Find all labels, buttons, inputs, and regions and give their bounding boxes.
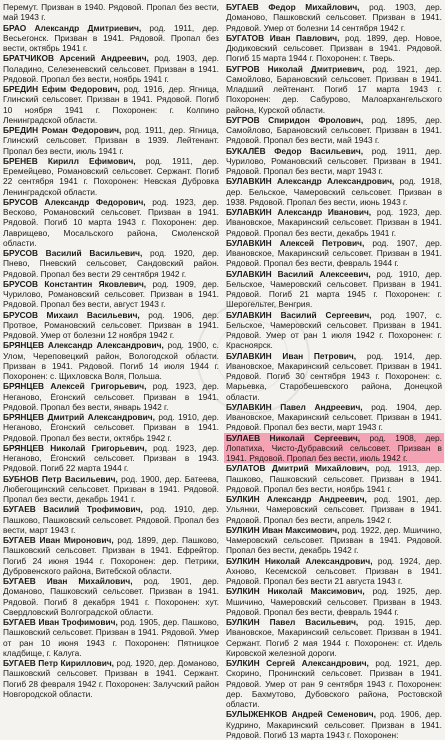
record-entry <box>3 443 219 474</box>
record-text: род. 1908, дер. Лопатиха, Чисто-Дубравский сельсовет. Призван в 1941. Рядовой. Пропал без вести, июль 1942 г. <box>226 432 442 463</box>
record-entry <box>3 23 219 54</box>
record-entry <box>3 156 219 197</box>
record-entry <box>226 176 442 207</box>
record-text: род. 1923, дер. Ивановское, Макаринский сельсовет. Призван в 1941. Рядовой. Пропал без вести, декабрь 1941 г. <box>226 207 442 238</box>
record-entry <box>3 412 219 443</box>
person-name: БУЛАВКИН Александр Александрович, <box>226 176 395 187</box>
text-columns <box>3 2 442 740</box>
record-text: род. 1899, дер. Новое, Дюдиковский сельсовет. Призван в 1941. Рядовой. Погиб 15 марта 1944 г. Похоронен: г. Тверь. <box>226 32 442 64</box>
person-name: БУЛАВКИН Василий Алексеевич, <box>226 268 371 279</box>
record-entry <box>226 586 442 617</box>
record-entry <box>226 115 442 146</box>
record-text: род. 1911, дер. Чурилово, Романовский сельсовет. Призван в 1941. Рядовой. Пропал без вести, март 1943 г. <box>226 145 442 176</box>
record-entry <box>3 197 219 248</box>
person-name: БРУСОВ Константин Яковлевич, <box>3 278 147 289</box>
person-name: БУБНОВ Петр Васильевич, <box>3 473 118 484</box>
record-text: род. 1907, дер. Ивановское, Макаринский сельсовет. Призван в 1941. Рядовой. Пропал без вести, февраль 1944 г. <box>226 237 442 269</box>
record-entry <box>226 64 442 115</box>
person-name: БРУСОВ Василий Васильевич, <box>3 248 143 258</box>
record-entry <box>3 474 219 505</box>
record-entry <box>226 556 442 587</box>
person-name: БУЛАТОВ Дмитрий Михайлович, <box>226 463 370 474</box>
person-name: БУГАЕВ Федор Михайлович, <box>226 2 360 12</box>
record-text: род. 1895, дер. Самойлово, Барановский сельсовет. Призван в 1941. Рядовой. Пропал без вести, май 1943 г. <box>226 114 442 146</box>
record-text: род. 1910, дер. Неганово, Ёгонский сельсовет. Призван в 1941. Рядовой. Пропал без вести, октябрь 1942 г. <box>3 412 219 443</box>
record-text: род. 1911, дер. Ягница, Глинский сельсовет. Призван в 1939. Лейтенант. Пропал без вести, июль 1941 г. <box>3 125 219 156</box>
record-entry <box>226 402 442 433</box>
record-entry <box>226 238 442 269</box>
right-column <box>226 2 442 740</box>
person-name: БРУСОВ Михаил Васильевич, <box>3 309 140 320</box>
person-name: БУЛКИН Сергей Александрович, <box>226 658 369 668</box>
record-entry <box>3 248 219 279</box>
record-text: род. 1920, дер. Пнево, Пневский сельсовет, Сандовский район. Рядовой. Пропал без вести 29 сентября 1942 г. <box>3 248 219 279</box>
person-name: БУКАЛЁВ Федор Васильевич, <box>226 145 364 156</box>
person-name: БУГАТОВ Иван Павлович, <box>226 32 340 43</box>
record-entry <box>3 84 219 125</box>
record-entry <box>3 535 219 576</box>
record-text: род. 1923, дер. Неганово, Ёгонский сельсовет. Призван в 1943. Рядовой. Погиб 22 марта 1944 г. <box>3 442 219 474</box>
record-text: род. 1918, дер. Бельское, Чамеровский сельсовет. Призван в 1938. Рядовой. Пропал без вести, июнь 1943 г. <box>226 176 442 207</box>
record-text: род. 1925, дер. Мшичино, Чамеровский сельсовет. Призван в 1943. Рядовой. Пропал без вести, февраль 1944 г. <box>226 586 442 617</box>
record-text: род. 1907, с. Бельское, Чамеровский сельсовет. Призван в 1941. Рядовой. Умер от ран 1 июля 1942 г. Похоронен: г. Красноярск. <box>226 309 442 351</box>
person-name: БУЛАВКИН Василий Сергеевич, <box>226 309 372 320</box>
record-entry <box>226 207 442 238</box>
person-name: БУЛАВКИН Александр Иванович, <box>226 207 372 217</box>
record-text: род. 1900, с. Улом, Череповецкий район, Вологодской области. Призван в 1941. Рядовой. Погиб 14 июля 1944 г. Похоронен: с. Щихловска Воля, Польша. <box>3 340 219 381</box>
person-name: БУЛКИН Николай Максимович, <box>226 586 365 597</box>
record-text: род. 1911, дер. Еремейцево, Романовский сельсовет. Сержант. Погиб 22 сентября 1941 г. Похоронен: Невская Дубровка Ленинградской области. <box>3 155 219 197</box>
record-text: род. 1910, дер. Бельское, Чамеровский сельсовет. Призван в 1941. Рядовой. Погиб 21 марта 1945 г. Похоронен: г. Шерогельтег, Венгрия. <box>226 268 442 310</box>
person-name: БРУСОВ Александр Федорович, <box>3 196 146 207</box>
record-text: род. 1916, дер. Ягница, Глинский сельсовет. Призван в 1941. Рядовой. Погиб 10 ноября 1941 г. Похоронен: г. Колпино Ленинградской области. <box>3 84 219 125</box>
person-name: БУГАЕВ Иван Миронович, <box>3 535 114 545</box>
person-name: БРЯНЦЕВ Дмитрий Александрович, <box>3 412 155 422</box>
person-name: БРЯНЦЕВ Николай Григорьевич, <box>3 442 147 453</box>
record-entry <box>3 279 219 310</box>
record-entry <box>3 53 219 84</box>
record-entry <box>3 504 219 535</box>
person-name: БУГАЕВ Иван Трофимович, <box>3 617 118 627</box>
record-entry <box>226 351 442 402</box>
record-text: род. 1924, дер. Ахново, Кесемской сельсовет. Призван в 1941. Рядовой. Пропал без вести 21 августа 1943 г. <box>226 555 442 586</box>
record-text: род. 1914, дер. Ивановское, Макаринский сельсовет. Призван в 1941. Рядовой. Погиб 30 сентября 1943 г. Похоронен: с. Марьевка, Старобешевского района, Донецкой области. <box>226 350 442 402</box>
person-name: БУГРОВ Николай Дмитриевич, <box>226 63 365 74</box>
record-entry <box>226 269 442 310</box>
person-name: БУЛКИН Александр Андреевич, <box>226 494 367 504</box>
person-name: БУГАЕВ Иван Михайлович, <box>3 576 133 586</box>
record-entry <box>3 340 219 381</box>
record-entry <box>3 576 219 617</box>
person-name: БУГАЕВ Петр Кириллович, <box>3 658 114 668</box>
person-name: БУЛЫЖЕНКОВ Андрей Семенович, <box>226 709 376 720</box>
person-name: БУЛАВКИН Иван Петрович, <box>226 350 357 361</box>
record-text: род. 1903, дер. Поладино, Селезеневский сельсовет. Призван в 1941. Рядовой. Пропал без вести, ноябрь 1941 г. <box>3 53 219 84</box>
person-name: БРАТЧИКОВ Арсений Андреевич, <box>3 53 149 64</box>
person-name: БРЯНЦЕВ Александр Александрович, <box>3 340 164 351</box>
record-text: род. 1920, дер. Доманово, Пашковский сельсовет. Призван в 1941. Сержант. Погиб 28 февраля 1942 г. Похоронен: Залучский район Новгородской области. <box>3 658 219 699</box>
record-entry <box>226 463 442 494</box>
record-text: род. 1903, дер. Доманово, Пашковский сельсовет. Призван в 1941. Рядовой. Умер от болезни 14 сентября 1942 г. <box>226 2 442 33</box>
person-name: БРЯНЦЕВ Алексей Григорьевич, <box>3 381 147 392</box>
record-text: род. 1922, дер. Мшичино, Чамеровский сельсовет. Призван в 1941. Рядовой. Пропал без вести, декабрь 1942 г. <box>226 524 442 556</box>
record-text: род. 1915, дер. Ивановское, Макаринский сельсовет. Призван в 1941. Сержант. Погиб 2 мая 1944 г. Похоронен: ст. Идель Кировской железной дороги. <box>226 617 442 658</box>
record-entry <box>226 709 442 740</box>
record-entry <box>226 2 442 33</box>
person-name: БУГРОВ Спиридон Фролович, <box>226 114 364 125</box>
record-text: род. 1913, дер. Пашково, Пашковский сельсовет. Призван в 1941. Рядовой. Пропал без вести, ноябрь 1941 г. <box>226 463 442 494</box>
record-text: род. 1909, дер. Чурилово, Романовский сельсовет. Призван в 1941. Рядовой. Пропал без вести, август 1943 г. <box>3 278 219 310</box>
record-entry <box>226 146 442 177</box>
record-text: род. 1904, дер. Ивановское, Макаринский сельсовет. Призван в 1941. Рядовой. Пропал без вести, март 1943 г. <box>226 401 442 433</box>
record-text: род. 1921, дер. Самойлово, Барановский сельсовет. Призван в 1941. Младший лейтенант. Погиб 17 марта 1943 г. Похоронен: дер. Сабурово, Малоархангельского района, Курской области. <box>226 63 442 115</box>
record-text: Перемут. Призван в 1940. Рядовой. Пропал без вести, май 1943 г. <box>3 2 219 23</box>
person-name: БРАО Александр Дмитриевич, <box>3 22 142 33</box>
record-text: род. 1906, дер. Протвое, Романовский сельсовет. Призван в 1941. Рядовой. Умер от болезни 12 ноября 1942 г. <box>3 309 219 340</box>
left-column <box>3 2 219 699</box>
record-entry <box>3 310 219 341</box>
record-entry <box>3 2 219 23</box>
record-entry <box>226 310 442 351</box>
record-text: род. 1910, дер. Пашково, Пашковский сельсовет. Рядовой. Пропал без вести, март 1943 г. <box>3 504 219 535</box>
person-name: БУЛКИН Иван Максимович, <box>226 524 340 535</box>
record-text: род. 1921, дер. Скорино, Пронинский сельсовет. Призван в 1941. Рядовой. Умер от ран 9 сентября 1943 г. Похоронен: дер. Бахмутово, Дубовского района, Ростовской области. <box>226 658 442 709</box>
record-entry <box>226 33 442 64</box>
person-name: БУЛАВКИН Павел Андреевич, <box>226 401 363 412</box>
record-entry <box>3 658 219 699</box>
record-text: род. 1901, дер. Ульянки, Чамеровский сельсовет. Призван в 1941. Рядовой. Пропал без вести, апрель 1942 г. <box>226 494 442 525</box>
person-name: БУЛКИН Павел Васильевич, <box>226 617 359 627</box>
record-text: род. 1911, дер. Весьегонск. Призван в 1941. Рядовой. Пропал без вести, октябрь 1941 г. <box>3 22 219 53</box>
record-entry <box>3 617 219 658</box>
record-text: род. 1901, дер. Доманово, Пашковский сельсовет. Призван в 1941. Рядовой. Погиб 8 декабря 1941 г. Похоронен: хут. Свердловский Волгоградской области. <box>3 576 219 617</box>
person-name: БРЕДИН Роман Федорович, <box>3 125 122 135</box>
record-entry <box>226 658 442 709</box>
person-name: БУЛКИН Николай Александрович, <box>226 555 373 566</box>
record-entry <box>3 381 219 412</box>
record-text: род. 1906, дер. Кудрино, Макаринский сельсовет. Призван в 1941. Рядовой. Погиб 13 марта 1943 г. Похоронен: <box>226 709 442 740</box>
record-text: род. 1923, дер. Неганово, Ёгонский сельсовет. Призван в 1941. Рядовой. Пропал без вести, январь 1942 г. <box>3 381 219 412</box>
record-entry <box>226 617 442 658</box>
record-text: род. 1905, дер. Пашково, Пашковский сельсовет. Призван в 1941. Рядовой. Умер от ран 10 июня 1943 г. Похоронен: Пятницкое кладбище, г. Калуга. <box>3 617 219 658</box>
record-text: род. 1923, дер. Весково, Романовский сельсовет. Призван в 1941. Рядовой. Погиб 10 марта 1943 г. Похоронен: дер. Лаврищево, Мосальского района, Смоленской области. <box>3 196 219 248</box>
person-name: БРЕНЕВ Кирилл Ефимович, <box>3 155 136 166</box>
person-name: БУЛАЕВ Николай Сергеевич, <box>226 432 361 443</box>
person-name: БРЕДИН Ефим Федорович, <box>3 84 120 94</box>
record-text: род. 1899, дер. Пашково, Пашковский сельсовет. Призван в 1941. Ефрейтор. Погиб 24 июня 1944 г. Похоронен: дер. Петрики, Дубровенского района, Витебской области. <box>3 535 219 576</box>
record-entry <box>3 125 219 156</box>
record-entry <box>226 494 442 525</box>
record-entry <box>226 525 442 556</box>
person-name: БУГАЕВ Василий Трофимович, <box>3 504 143 515</box>
record-text: род. 1900, дер. Батеева, Любегощинский сельсовет. Призван в 1941. Рядовой. Пропал без вести, декабрь 1941 г. <box>3 473 219 504</box>
highlighted-entry <box>224 433 444 464</box>
person-name: БУЛАВКИН Алексей Петрович, <box>226 237 365 248</box>
